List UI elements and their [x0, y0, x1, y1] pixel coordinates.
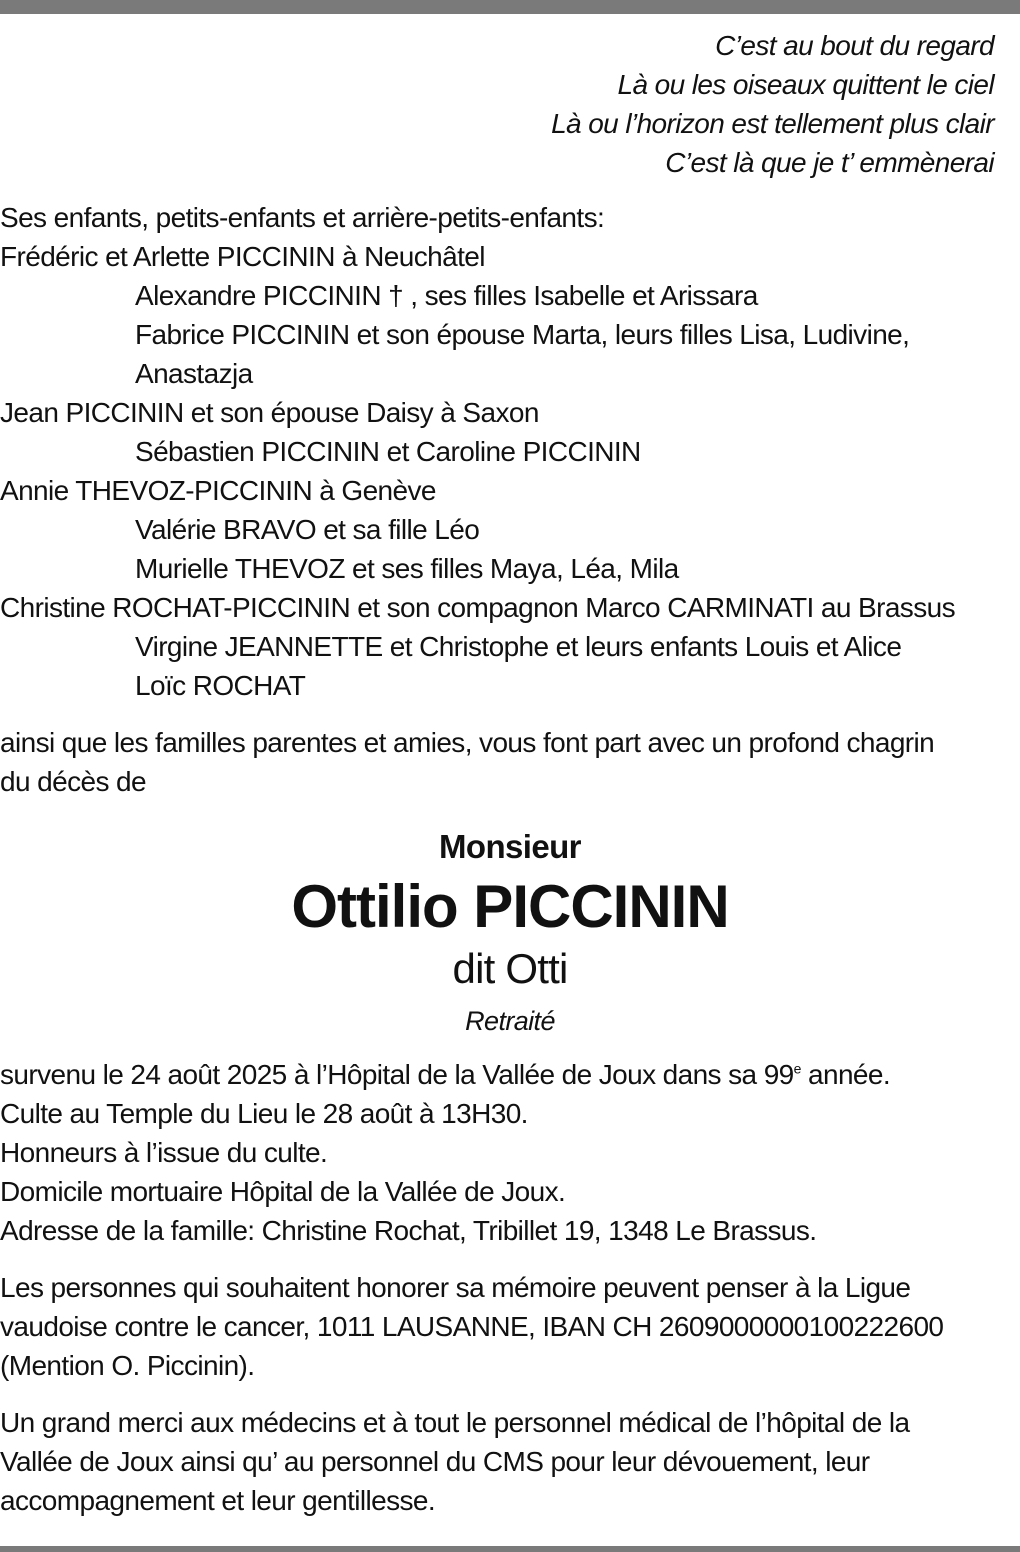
bottom-divider [0, 1546, 1020, 1552]
family-member: Alexandre PICCININ † , ses filles Isabelle et Arissara [135, 280, 758, 311]
honorific: Monsieur [439, 828, 581, 865]
details-line: Honneurs à l’issue du culte. [0, 1137, 328, 1168]
thanks-line: Un grand merci aux médecins et à tout le personnel médical de l’hôpital de la [0, 1407, 910, 1438]
poem-line: Là ou les oiseaux quittent le ciel [617, 69, 994, 100]
family-member: Loïc ROCHAT [135, 670, 306, 701]
family-member: Valérie BRAVO et sa fille Léo [135, 514, 480, 545]
donation-line: (Mention O. Piccinin). [0, 1350, 255, 1381]
funeral-details [0, 1055, 1020, 1250]
deceased-nickname: dit Otti [452, 945, 568, 992]
family-list [0, 198, 1020, 705]
family-member: Fabrice PICCININ et son épouse Marta, leurs filles Lisa, Ludivine, [135, 319, 910, 350]
family-member: Jean PICCININ et son épouse Daisy à Saxon [0, 397, 539, 428]
thanks-line: accompagnement et leur gentillesse. [0, 1485, 436, 1516]
announcement [0, 723, 1020, 801]
donation-line: Les personnes qui souhaitent honorer sa mémoire peuvent penser à la Ligue [0, 1272, 911, 1303]
family-member: Sébastien PICCININ et Caroline PICCININ [135, 436, 641, 467]
obituary-notice [0, 26, 1020, 1520]
details-line: Culte au Temple du Lieu le 28 août à 13H30. [0, 1098, 528, 1129]
death-text-end: année. [800, 1059, 891, 1090]
family-member: Christine ROCHAT-PICCININ et son compagnon Marco CARMINATI au Brassus [0, 592, 955, 623]
deceased-name: Ottilio PICCININ [291, 873, 729, 940]
family-member: Murielle THEVOZ et ses filles Maya, Léa, Mila [135, 553, 679, 584]
poem-line: Là ou l’horizon est tellement plus clair [551, 108, 994, 139]
family-member: Frédéric et Arlette PICCININ à Neuchâtel [0, 241, 485, 272]
deceased-occupation: Retraité [465, 1006, 555, 1036]
announcement-line: ainsi que les familles parentes et amies, vous font part avec un profond chagrin [0, 727, 935, 758]
announcement-line: du décès de [0, 766, 146, 797]
thanks-line: Vallée de Joux ainsi qu’ au personnel du CMS pour leur dévouement, leur [0, 1446, 870, 1477]
family-member: Anastazja [135, 358, 253, 389]
poem-line: C’est au bout du regard [715, 30, 994, 61]
donation-line: vaudoise contre le cancer, 1011 LAUSANNE, IBAN CH 2609000000100222600 [0, 1311, 944, 1342]
poem-line: C’est là que je t’ emmènerai [665, 147, 994, 178]
family-member: Annie THEVOZ-PICCININ à Genève [0, 475, 436, 506]
details-line: Adresse de la famille: Christine Rochat, Tribillet 19, 1348 Le Brassus. [0, 1215, 817, 1246]
thanks-paragraph [0, 1403, 1020, 1520]
family-intro: Ses enfants, petits-enfants et arrière-petits-enfants: [0, 202, 605, 233]
family-member: Virgine JEANNETTE et Christophe et leurs enfants Louis et Alice [135, 631, 902, 662]
donation-paragraph [0, 1268, 1020, 1385]
details-line: Domicile mortuaire Hôpital de la Vallée de Joux. [0, 1176, 566, 1207]
death-text: survenu le 24 août 2025 à l’Hôpital de la Vallée de Joux dans sa 99 [0, 1059, 794, 1090]
poem [0, 26, 1020, 182]
death-line [0, 1055, 1020, 1094]
ordinal-suffix: e [793, 1060, 801, 1077]
top-divider [0, 0, 1020, 14]
